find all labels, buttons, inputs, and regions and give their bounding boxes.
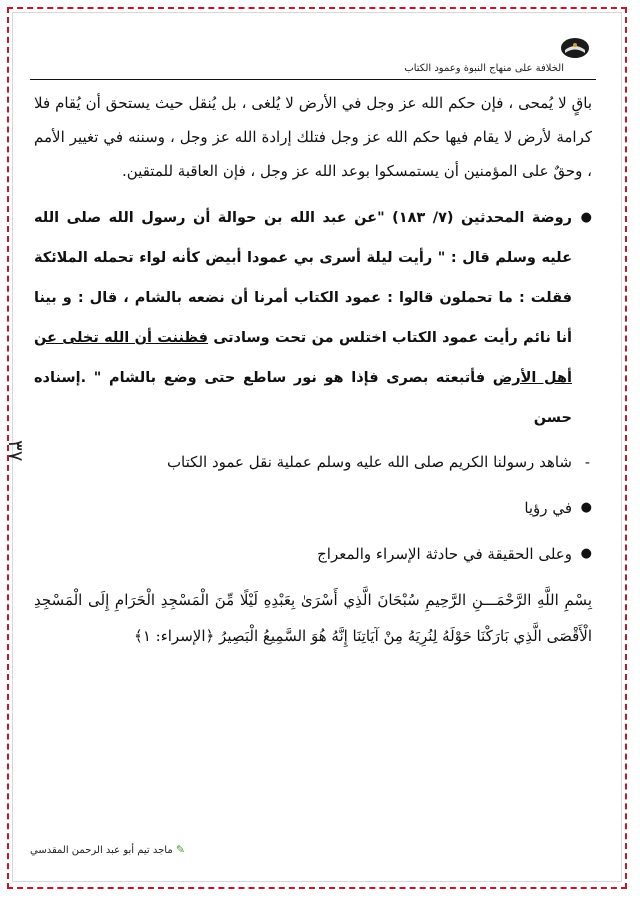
list-item-reality: [34, 536, 592, 572]
book-logo-icon: [560, 36, 590, 60]
list-item-vision-text: في رؤيا: [524, 499, 572, 517]
intro-line-2: لأرض لا يقام فيها حكم الله عز وجل فتلك إرادة الله عز وجل ، وسننه في تغيير الأمم ، وحقٌ على: [34, 128, 592, 180]
hadith-text-after: فأتبعته بصرى فإذا هو نور ساطع حتى وضع بالشام " .إسناده حسن: [34, 370, 572, 426]
list-item-vision: [34, 490, 592, 526]
header-divider: [30, 79, 596, 80]
bullet-icon: ●: [580, 500, 592, 515]
author-name: ماجد تيم أبو عبد الرحمن المقدسي: [30, 845, 173, 856]
hadith-underlined-text: فظننت أن الله تخلى عن أهل الأرض: [34, 330, 572, 386]
verse-line-2: الْأَقْصَى الَّذِي بَارَكْنَا حَوْلَهُ لِنُرِيَهُ مِنْ آيَاتِنَا إِنَّهُ هُوَ السَّمِيعُ الْبَصِيرُ ﴿الإسراء: ١﴾: [134, 627, 592, 645]
list-item-reality-text: وعلى الحقيقة في حادثة الإسراء والمعراج: [317, 545, 572, 563]
hadith-paragraph: [34, 198, 592, 438]
header-title: الخلافة على منهاج النبوة وعمود الكتاب: [404, 63, 564, 74]
page-content: [34, 86, 592, 654]
quran-verse: [34, 582, 592, 654]
verse-line-1: بِسْمِ اللَّهِ الرَّحْمَـــنِ الرَّحِيمِ سُبْحَانَ الَّذِي أَسْرَىٰ بِعَبْدِهِ لَيْلًا مِّنَ الْمَسْجِدِ الْحَرَامِ إِلَى الْمَسْجِدِ: [34, 591, 592, 609]
bullet-icon: ●: [580, 546, 592, 561]
footer-author: [30, 843, 185, 856]
page-number: ٣٧: [4, 440, 28, 462]
intro-line-1: باقٍ لا يُمحى ، فإن حكم الله عز وجل في الأرض لا يُلغى ، بل يُنقل حيث يستحق أن يُقام فلا كرامة: [34, 94, 592, 146]
dash-icon: -: [584, 453, 590, 471]
list-item-dash-text: شاهد رسولنا الكريم صلى الله عليه وسلم عملية نقل عمود الكتاب: [166, 453, 572, 471]
intro-paragraph: [34, 86, 592, 188]
hadith-text-before: روضة المحدثين (٧/ ١٨٣) "عن عبد الله بن حوالة أن رسول الله صلى الله عليه وسلم قال : " رأيت ليلة أسرى بي عمودا أبيض كأنه لواء تحمله الملائكة فقلت : ما تحملون قالوا : عمود الكتاب أمرنا أن نضعه بالشام ، قال : و بينا أنا نائم رأيت عمود الكتاب اختلس من تحت وسادتى: [34, 210, 572, 346]
pen-icon: ✎: [175, 843, 186, 856]
intro-line-3: المؤمنين أن يستمسكوا بوعد الله عز وجل ، فإن العاقبة للمتقين.: [122, 162, 518, 180]
list-item-dash: [34, 444, 592, 480]
bullet-icon: ●: [580, 210, 592, 225]
